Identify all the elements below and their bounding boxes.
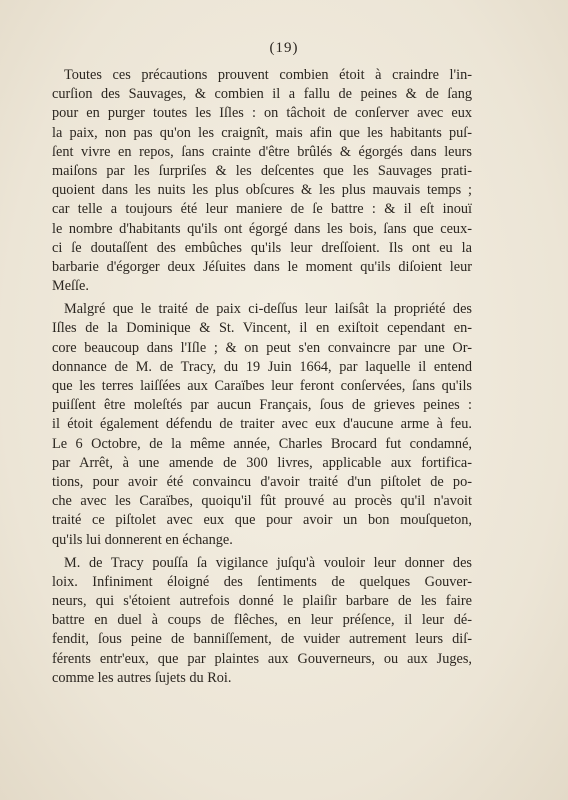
text-line: quoient dans les nuits les plus obſcures & les plus mauvais temps ; <box>52 182 472 199</box>
text-line: barbarie d'égorger deux Jéſuites dans le moment qu'ils diſoient leur <box>52 258 472 275</box>
text-line: par Arrêt, à une amende de 300 livres, applicable aux fortifica- <box>52 454 472 471</box>
text-line: curſion des Sauvages, & combien il a fallu de peines & de ſang <box>52 86 472 103</box>
text-line: la paix, non pas qu'on les craignît, mais afin que les habitants puſ- <box>52 124 472 141</box>
page-number: (19) <box>269 40 299 56</box>
paragraph <box>52 300 472 549</box>
text-line: ci ſe doutaſſent des embûches qu'ils leur dreſſoient. Ils ont eu la <box>52 239 472 256</box>
text-line: maiſons par les ſurpriſes & les deſcentes que les Sauvages prati- <box>52 162 472 179</box>
text-line: Malgré que le traité de paix ci-deſſus leur laiſsât la propriété des <box>64 301 472 318</box>
text-line: car telle a toujours été leur maniere de ſe battre : & il eſt inouï <box>52 201 472 218</box>
text-line: ſent vivre en repos, ſans crainte d'être brûlés & égorgés dans leurs <box>52 143 472 160</box>
paragraph <box>52 66 472 296</box>
text-line: Toutes ces précautions prouvent combien étoit à craindre l'in- <box>64 67 472 83</box>
text-line: Le 6 Octobre, de la même année, Charles Brocard fut condamné, <box>52 435 472 452</box>
text-line: comme les autres ſujets du Roi. <box>52 669 232 686</box>
text-line: che avec les Caraïbes, quoiqu'il fût prouvé au procès qu'il n'avoit <box>52 493 472 510</box>
text-line: il étoit également défendu de traiter avec eux d'aucune arme à feu. <box>52 416 472 433</box>
text-line: puiſſent être moleſtés par aucun Français, ſous de grieves peines : <box>52 397 472 414</box>
text-line: M. de Tracy pouſſa ſa vigilance juſqu'à vouloir leur donner des <box>64 554 472 571</box>
text-line: Meſſe. <box>52 278 89 295</box>
body-text <box>52 66 472 688</box>
text-line: qu'ils lui donnerent en échange. <box>52 531 233 548</box>
text-line: férents entr'eux, que par plaintes aux Gouverneurs, ou aux Juges, <box>52 650 472 667</box>
text-line: loix. Infiniment éloigné des ſentiments de quelques Gouver- <box>52 573 472 590</box>
text-line: Iſles de la Dominique & St. Vincent, il en exiſtoit cependant en- <box>52 320 472 337</box>
text-line: le nombre d'habitants qu'ils ont égorgé dans les bois, ſans que ceux- <box>52 220 472 237</box>
text-line: traité ce piſtolet avec eux que pour avoir un bon mouſqueton, <box>52 512 472 529</box>
text-line: pour en purger toutes les Iſles : on tâchoit de conſerver avec eux <box>52 105 472 122</box>
paragraph <box>52 554 472 688</box>
text-line: que les terres laiſſées aux Caraïbes leur feront conſervées, ſans qu'ils <box>52 378 472 394</box>
text-line: battre en duel à coups de flêches, en leur préſence, il leur dé- <box>52 612 472 629</box>
text-line: core beaucoup dans l'Iſle ; & on peut s'en convaincre par une Or- <box>52 339 472 356</box>
text-line: donnance de M. de Tracy, du 19 Juin 1664, par laquelle il entend <box>52 358 472 375</box>
text-line: fendit, ſous peine de banniſſement, de vuider autrement leurs diſ- <box>52 631 472 648</box>
text-line: tions, pour avoir été convaincu d'avoir traité d'un piſtolet de po- <box>52 473 472 490</box>
text-line: neurs, qui s'étoient autrefois donné le plaiſir barbare de les faire <box>52 593 472 610</box>
